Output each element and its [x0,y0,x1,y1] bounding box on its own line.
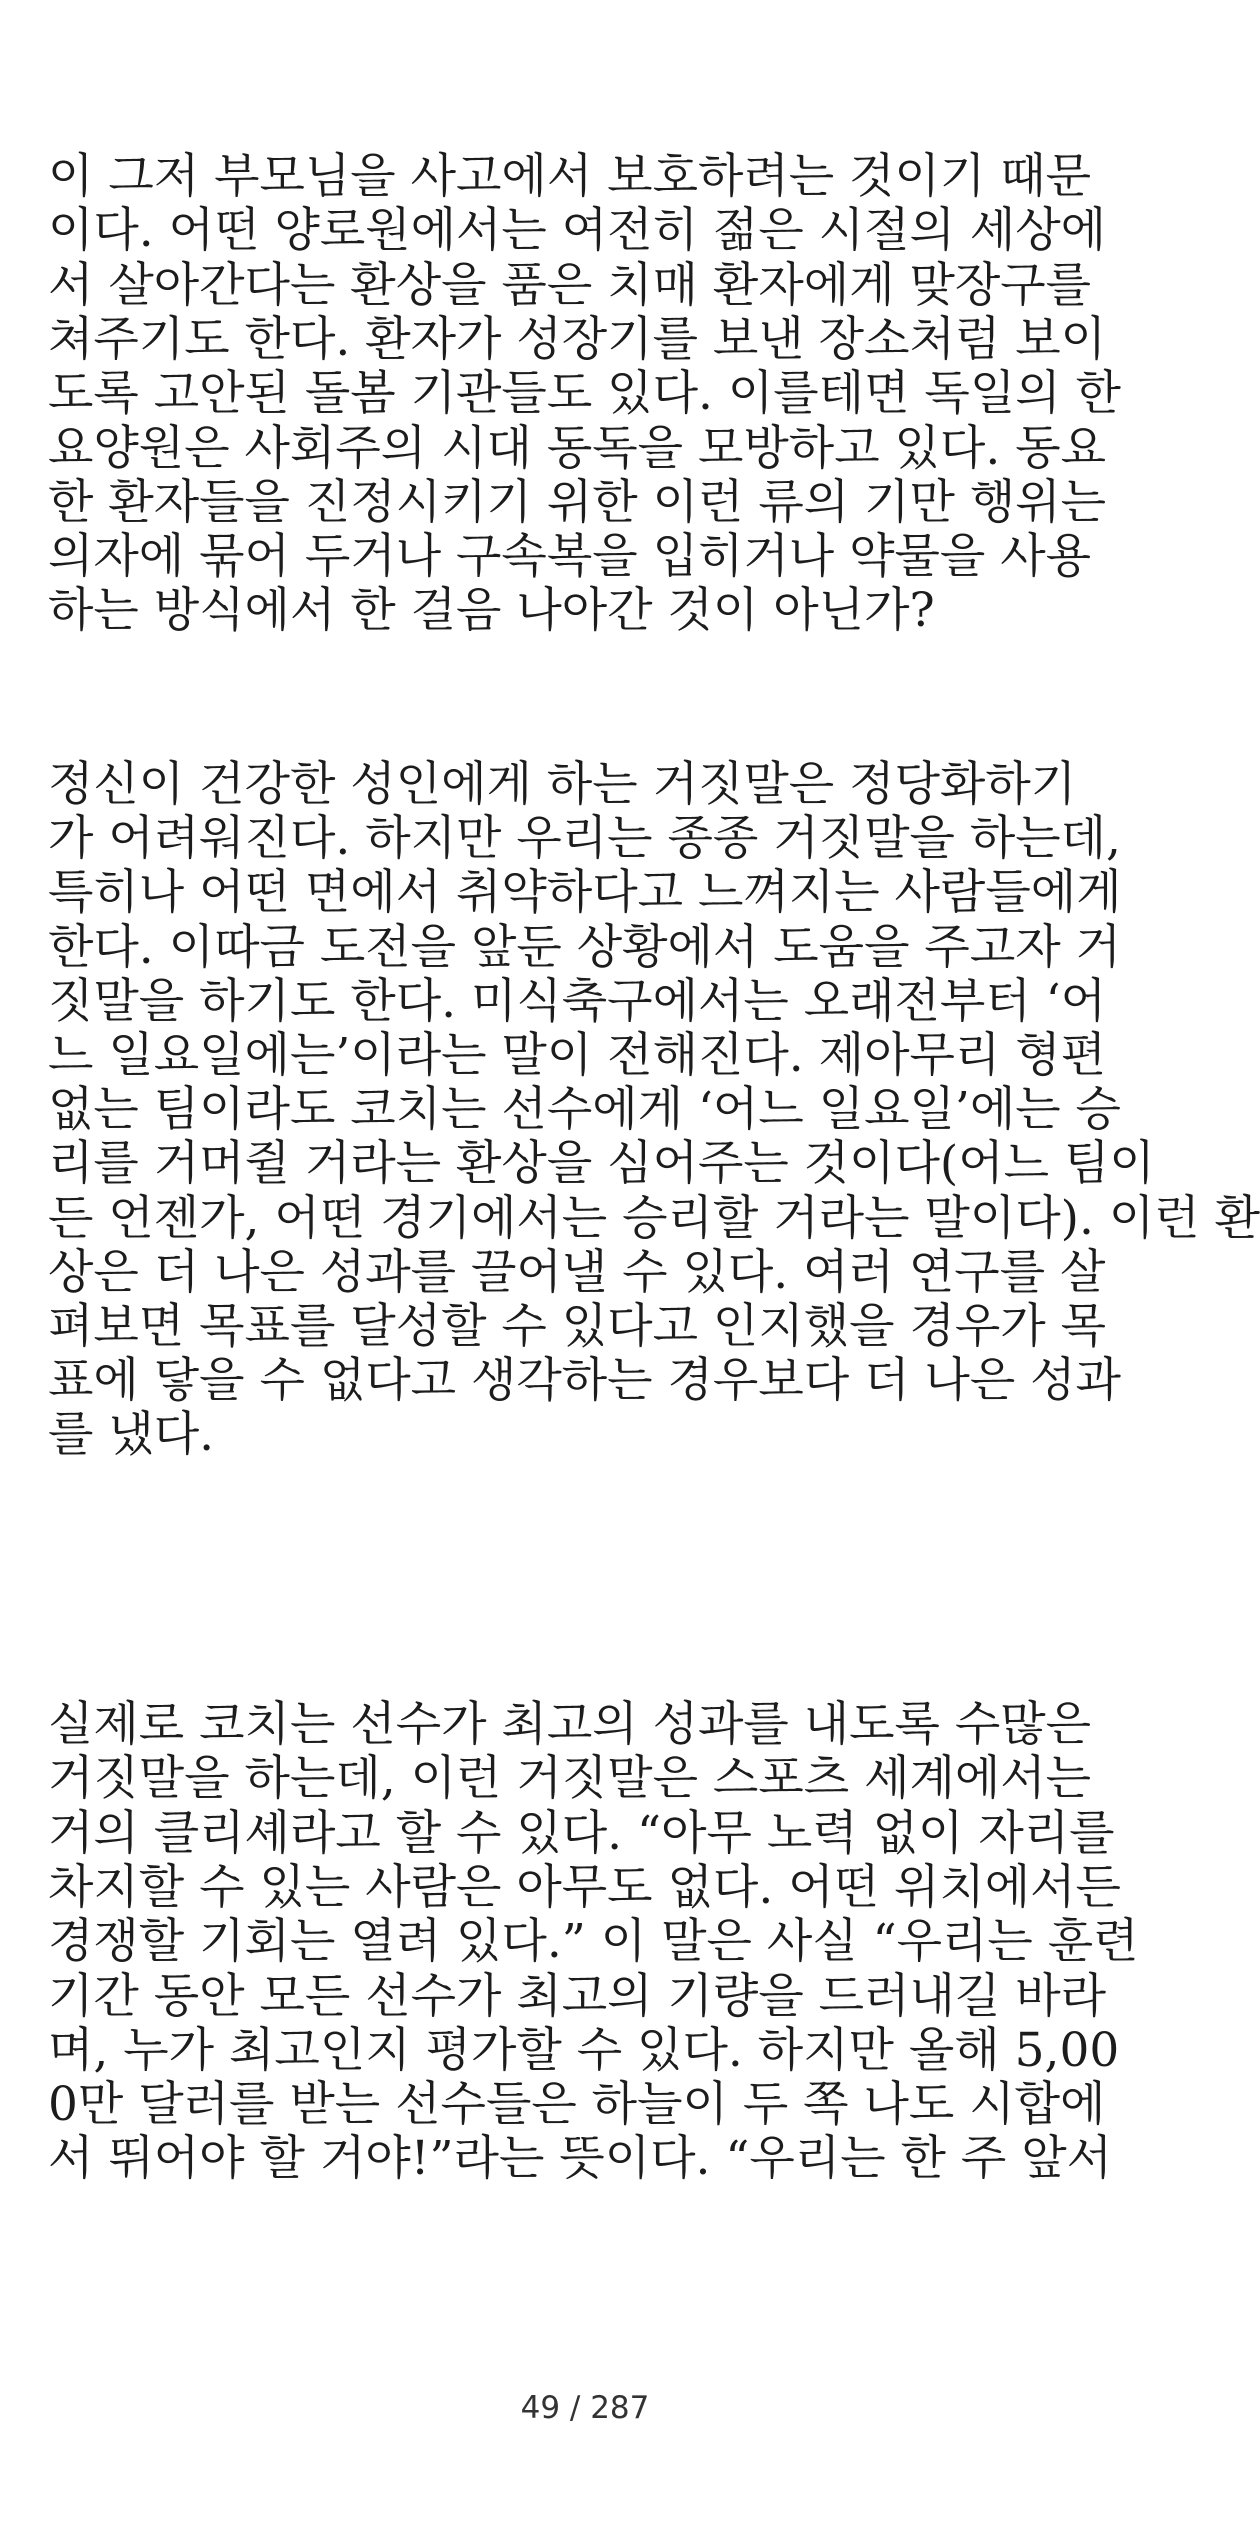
text-line: 쳐주기도 한다. 환자가 성장기를 보낸 장소처럼 보이 [48,311,1107,367]
text-line: 한다. 이따금 도전을 앞둔 상황에서 도움을 주고자 거 [48,919,1121,975]
text-line: 가 어려워진다. 하지만 우리는 종종 거짓말을 하는데, [48,811,1121,867]
text-line: 이 그저 부모님을 사고에서 보호하려는 것이기 때문 [48,149,1092,204]
text-line: 든 언젠가, 어떤 경기에서는 승리할 거라는 말이다). 이런 환 [48,1190,1260,1246]
text-line: 느 일요일에는’이라는 말이 전해진다. 제아무리 형편 [48,1028,1107,1083]
text-line: 의자에 묶어 두거나 구속복을 입히거나 약물을 사용 [48,529,1092,585]
text-line: 서 뛰어야 할 거야!”라는 뜻이다. “우리는 한 주 앞서 [48,2131,1113,2187]
text-line: 를 냈다. [48,1407,215,1463]
text-line: 특히나 어떤 면에서 취약하다고 느껴지는 사람들에게 [48,865,1122,921]
text-line: 요양원은 사회주의 시대 동독을 모방하고 있다. 동요 [48,420,1107,476]
text-line: 차지할 수 있는 사람은 아무도 없다. 어떤 위치에서든 [48,1859,1121,1915]
text-line: 실제로 코치는 선수가 최고의 성과를 내도록 수많은 [48,1697,1092,1752]
text-line: 거의 클리셰라고 할 수 있다. “아무 노력 없이 자리를 [48,1805,1115,1861]
text-line: 서 살아간다는 환상을 품은 치매 환자에게 맞장구를 [48,257,1092,313]
text-line: 이다. 어떤 양로원에서는 여전히 젊은 시절의 세상에 [48,203,1107,259]
text-line: 없는 팀이라도 코치는 선수에게 ‘어느 일요일’에는 승 [48,1082,1121,1138]
text-line: 상은 더 나은 성과를 끌어낼 수 있다. 여러 연구를 살 [48,1244,1106,1300]
text-line: 기간 동안 모든 선수가 최고의 기량을 드러내길 바라 [48,1968,1107,2024]
text-line: 표에 닿을 수 없다고 생각하는 경우보다 더 나은 성과 [48,1353,1121,1409]
text-line: 짓말을 하기도 한다. 미식축구에서는 오래전부터 ‘어 [48,973,1107,1029]
text-line: 경쟁할 기회는 열려 있다.” 이 말은 사실 “우리는 훈련 [48,1914,1139,1970]
text-line: 리를 거머쥘 거라는 환상을 심어주는 것이다(어느 팀이 [48,1136,1155,1192]
text-line: 거짓말을 하는데, 이런 거짓말은 스포츠 세계에서는 [48,1751,1092,1807]
text-line: 하는 방식에서 한 걸음 나아간 것이 아닌가? [48,583,935,639]
text-line: 며, 누가 최고인지 평가할 수 있다. 하지만 올해 5,00 [48,2022,1120,2078]
text-line: 한 환자들을 진정시키기 위한 이런 류의 기만 행위는 [48,474,1107,530]
page-indicator: 49 / 287 [520,2390,650,2426]
text-line: 정신이 건강한 성인에게 하는 거짓말은 정당화하기 [48,757,1077,812]
text-line: 0만 달러를 받는 선수들은 하늘이 두 쪽 나도 시합에 [48,2077,1106,2133]
text-line: 도록 고안된 돌봄 기관들도 있다. 이를테면 독일의 한 [48,366,1121,422]
text-line: 펴보면 목표를 달성할 수 있다고 인지했을 경우가 목 [48,1299,1107,1354]
